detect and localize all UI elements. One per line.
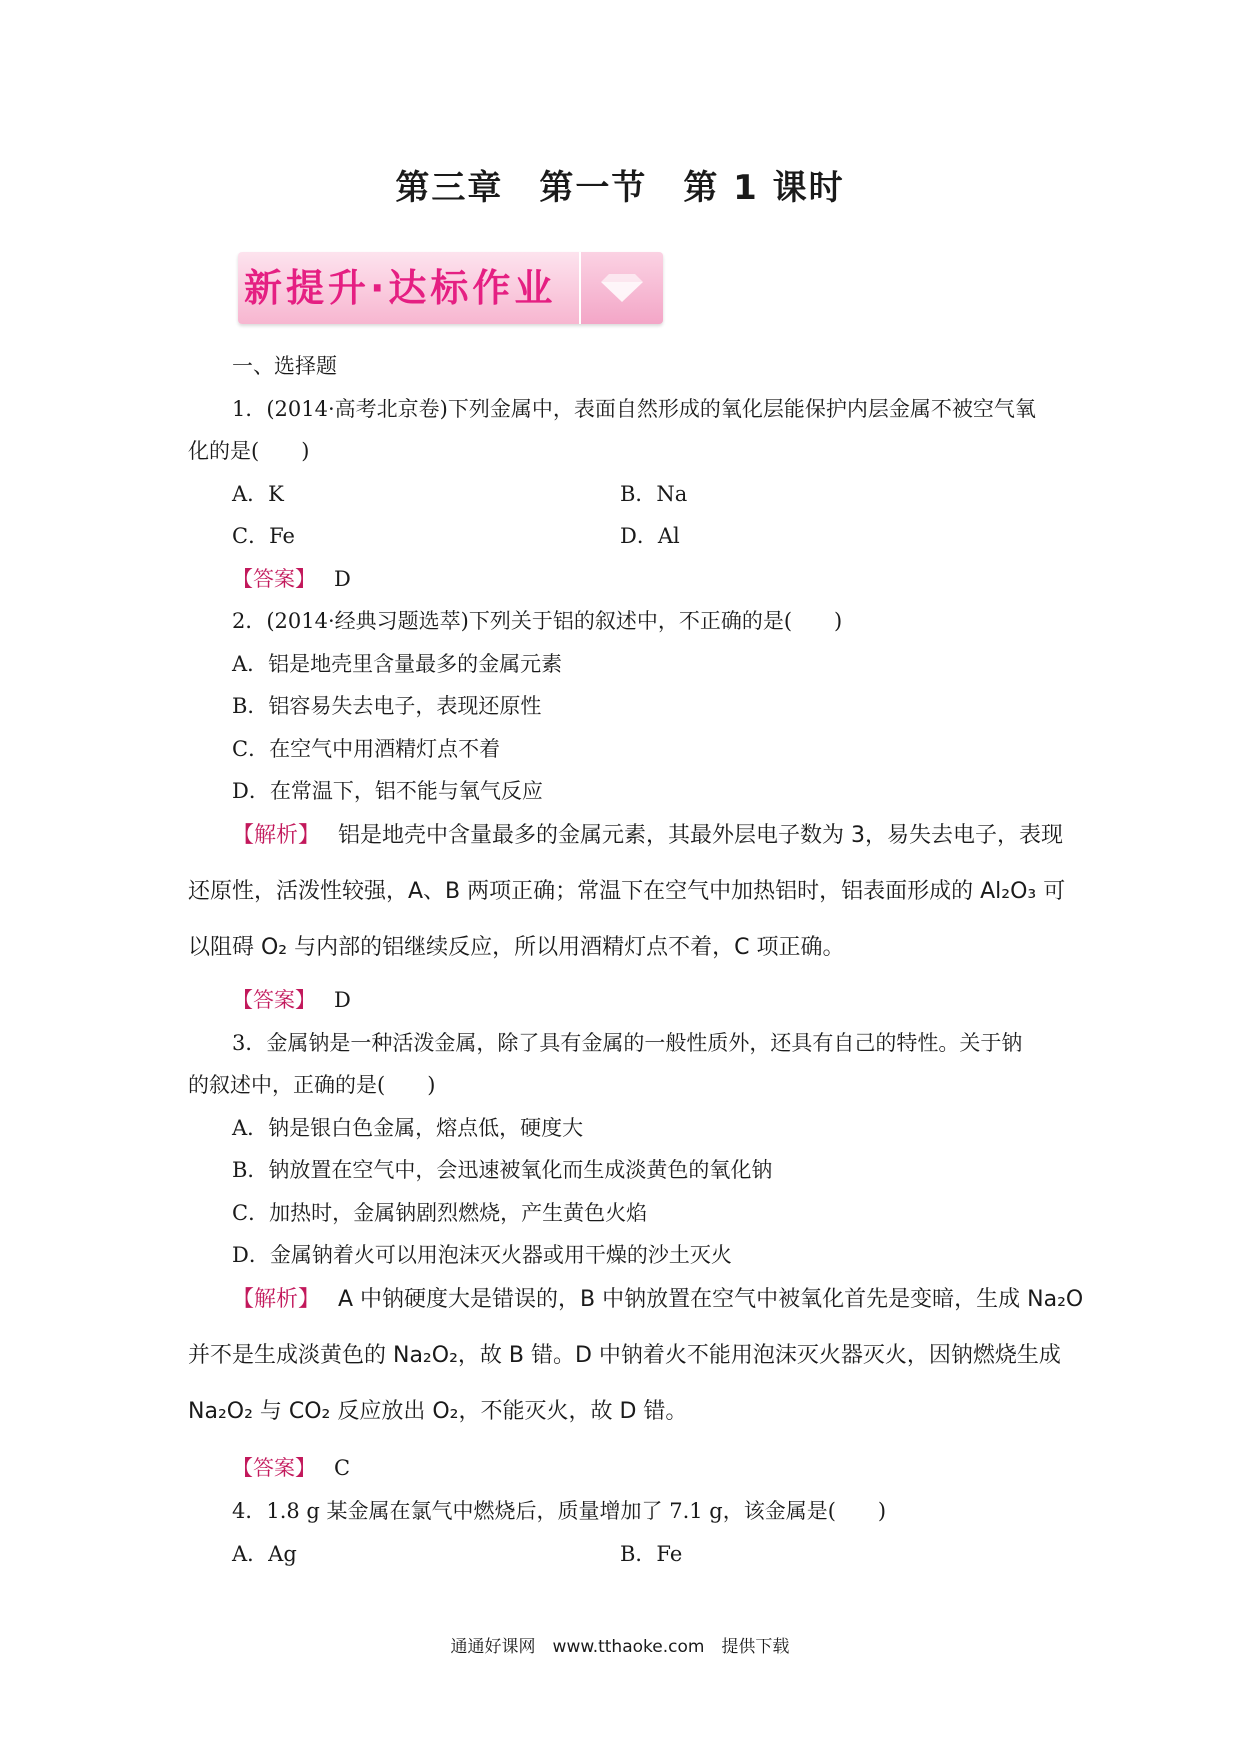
banner-tab [579,252,663,324]
question-2-analysis-line-3: 以阻碍 O₂ 与内部的铝继续反应，所以用酒精灯点不着，C 项正确。 [188,935,845,960]
question-3-stem-line-1: 3．金属钠是一种活泼金属，除了具有金属的一般性质外，还具有自己的特性。关于钠 [232,1031,1023,1055]
analysis-tag: 【解析】 [232,823,321,848]
question-4-option-a: A．Ag [232,1542,297,1566]
question-3-option-d: D．金属钠着火可以用泡沫灭火器或用干燥的沙土灭火 [232,1243,732,1267]
question-4-option-b: B．Fe [620,1542,683,1566]
question-2-option-c: C．在空气中用酒精灯点不着 [232,737,501,761]
question-2-analysis-line-2: 还原性，活泼性较强，A、B 两项正确；常温下在空气中加热铝时，铝表面形成的 Al₂O₃ 可 [188,879,1066,904]
question-2-option-b: B．铝容易失去电子，表现还原性 [232,694,542,718]
analysis-text: A 中钠硬度大是错误的，B 中钠放置在空气中被氧化首先是变暗，生成 Na₂O [338,1287,1084,1312]
question-3-option-c: C．加热时，金属钠剧烈燃烧，产生黄色火焰 [232,1201,648,1225]
question-1-answer [232,565,351,593]
question-2-option-d: D．在常温下，铝不能与氧气反应 [232,779,543,803]
section-banner [238,252,663,324]
answer-tag: 【答案】 [232,988,316,1012]
banner-text: 新提升·达标作业 [244,266,557,310]
analysis-tag: 【解析】 [232,1287,321,1312]
question-2-answer [232,986,351,1014]
question-1-stem-line-1: 1．(2014·高考北京卷)下列金属中，表面自然形成的氧化层能保护内层金属不被空气氧 [232,397,1036,421]
question-3-option-b: B．钠放置在空气中，会迅速被氧化而生成淡黄色的氧化钠 [232,1158,773,1182]
question-3-analysis-line-3: Na₂O₂ 与 CO₂ 反应放出 O₂，不能灭火，故 D 错。 [188,1399,688,1424]
answer-tag: 【答案】 [232,567,316,591]
answer-value: C [334,1456,351,1480]
question-2-analysis-line-1 [232,822,1063,850]
question-3-stem-line-2: 的叙述中，正确的是( ) [188,1073,436,1097]
question-3-analysis-line-1 [232,1286,1083,1314]
diamond-icon [597,272,647,304]
section-heading: 一、选择题 [232,354,337,378]
question-3-answer [232,1454,350,1482]
question-2-stem: 2．(2014·经典习题选萃)下列关于铝的叙述中，不正确的是( ) [232,609,843,633]
question-3-analysis-line-2: 并不是生成淡黄色的 Na₂O₂，故 B 错。D 中钠着火不能用泡沫灭火器灭火，因钠燃烧生成 [188,1343,1061,1368]
page-title: 第三章 第一节 第 1 课时 [395,168,845,208]
question-1-option-d: D．Al [620,524,680,548]
question-1-stem-line-2: 化的是( ) [188,439,310,463]
question-1-option-c: C．Fe [232,524,295,548]
answer-tag: 【答案】 [232,1456,316,1480]
question-4-stem: 4．1.8 g 某金属在氯气中燃烧后，质量增加了 7.1 g，该金属是( ) [232,1499,887,1523]
answer-value: D [334,988,351,1012]
question-1-option-b: B．Na [620,482,688,506]
answer-value: D [334,567,351,591]
question-3-option-a: A．钠是银白色金属，熔点低，硬度大 [232,1116,584,1140]
question-1-option-a: A．K [232,482,284,506]
question-2-option-a: A．铝是地壳里含量最多的金属元素 [232,652,563,676]
page-footer: 通通好课网 www.tthaoke.com 提供下载 [450,1637,790,1657]
analysis-text: 铝是地壳中含量最多的金属元素，其最外层电子数为 3，易失去电子，表现 [338,823,1064,848]
